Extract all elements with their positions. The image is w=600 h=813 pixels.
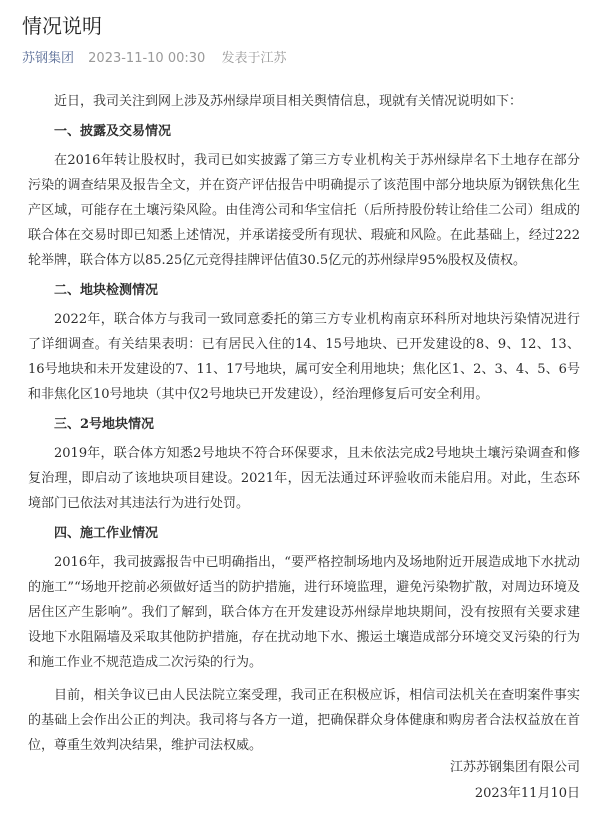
article-body [28, 89, 580, 758]
inspection-paragraph: 2022年，联合体方与我司一致同意委托的第三方专业机构南京环科所对地块污染情况进行了详细调查。有关结果表明：已有居民入住的14、15号地块、已开发建设的8、9、12、13、16号地块和未开发建设的7、11、17号地块，属可安全利用地块；焦化区1、2、3、4、5、6号和非焦化区10号地块（其中仅2号地块已开发建设），经治理修复后可安全利用。 [28, 312, 580, 402]
publish-location: 发表于江苏 [221, 51, 287, 66]
article-meta [22, 47, 286, 66]
account-name-link[interactable]: 苏钢集团 [22, 51, 75, 66]
section-heading-disclosure: 一、披露及交易情况 [54, 124, 172, 139]
signature-date: 2023年11月10日 [474, 786, 580, 801]
signature-block [450, 755, 580, 807]
page-title: 情况说明 [22, 14, 102, 38]
paragraph-gap [28, 675, 580, 683]
closing-paragraph: 目前，相关争议已由人民法院立案受理，我司正在积极应诉，相信司法机关在查明案件事实的基础上会作出公正的判决。我司将与各方一道，把确保群众身体健康和购房者合法权益放在首位，尊重生效判决结果，维护司法权威。 [28, 688, 580, 753]
section-heading-construction: 四、施工作业情况 [54, 526, 159, 541]
plot2-paragraph: 2019年，联合体方知悉2号地块不符合环保要求，且未依法完成2号地块土壤污染调查和修复治理，即启动了该地块项目建设。2021年，因无法通过环评验收而未能启用。对此，生态环境部门已依法对其违法行为进行处罚。 [28, 446, 580, 511]
section-heading-inspection: 二、地块检测情况 [54, 283, 159, 298]
section-heading-plot2: 三、2号地块情况 [54, 417, 155, 432]
intro-paragraph: 近日，我司关注到网上涉及苏州绿岸项目相关舆情信息，现就有关情况说明如下： [54, 94, 523, 109]
disclosure-paragraph: 在2016年转让股权时，我司已如实披露了第三方专业机构关于苏州绿岸名下土地存在部分污染的调查结果及报告全文，并在资产评估报告中明确提示了该范围中部分地块原为钢铁焦化生产区域，可能存在土壤污染风险。由佳湾公司和华宝信托（后所持股份转让给佳二公司）组成的联合体在交易时即已知悉上述情况，并承诺接受所有现状、瑕疵和风险。在此基础上，经过222轮举牌，联合体方以85.25亿元竞得挂牌评估值30.5亿元的苏州绿岸95%股权及债权。 [28, 153, 580, 268]
signature-company: 江苏苏钢集团有限公司 [449, 760, 580, 775]
publish-datetime: 2023-11-10 00:30 [88, 51, 206, 66]
construction-paragraph: 2016年，我司披露报告中已明确指出，“要严格控制场地内及场地附近开展造成地下水扰动的施工”“场地开挖前必须做好适当的防护措施，进行环境监理，避免污染物扩散，对周边环境及居住区产生影响”。我们了解到，联合体方在开发建设苏州绿岸地块期间，没有按照有关要求建设地下水阻隔墙及采取其他防护措施，存在扰动地下水、搬运土壤造成部分环境交叉污染的行为和施工作业不规范造成二次污染的行为。 [28, 555, 580, 670]
